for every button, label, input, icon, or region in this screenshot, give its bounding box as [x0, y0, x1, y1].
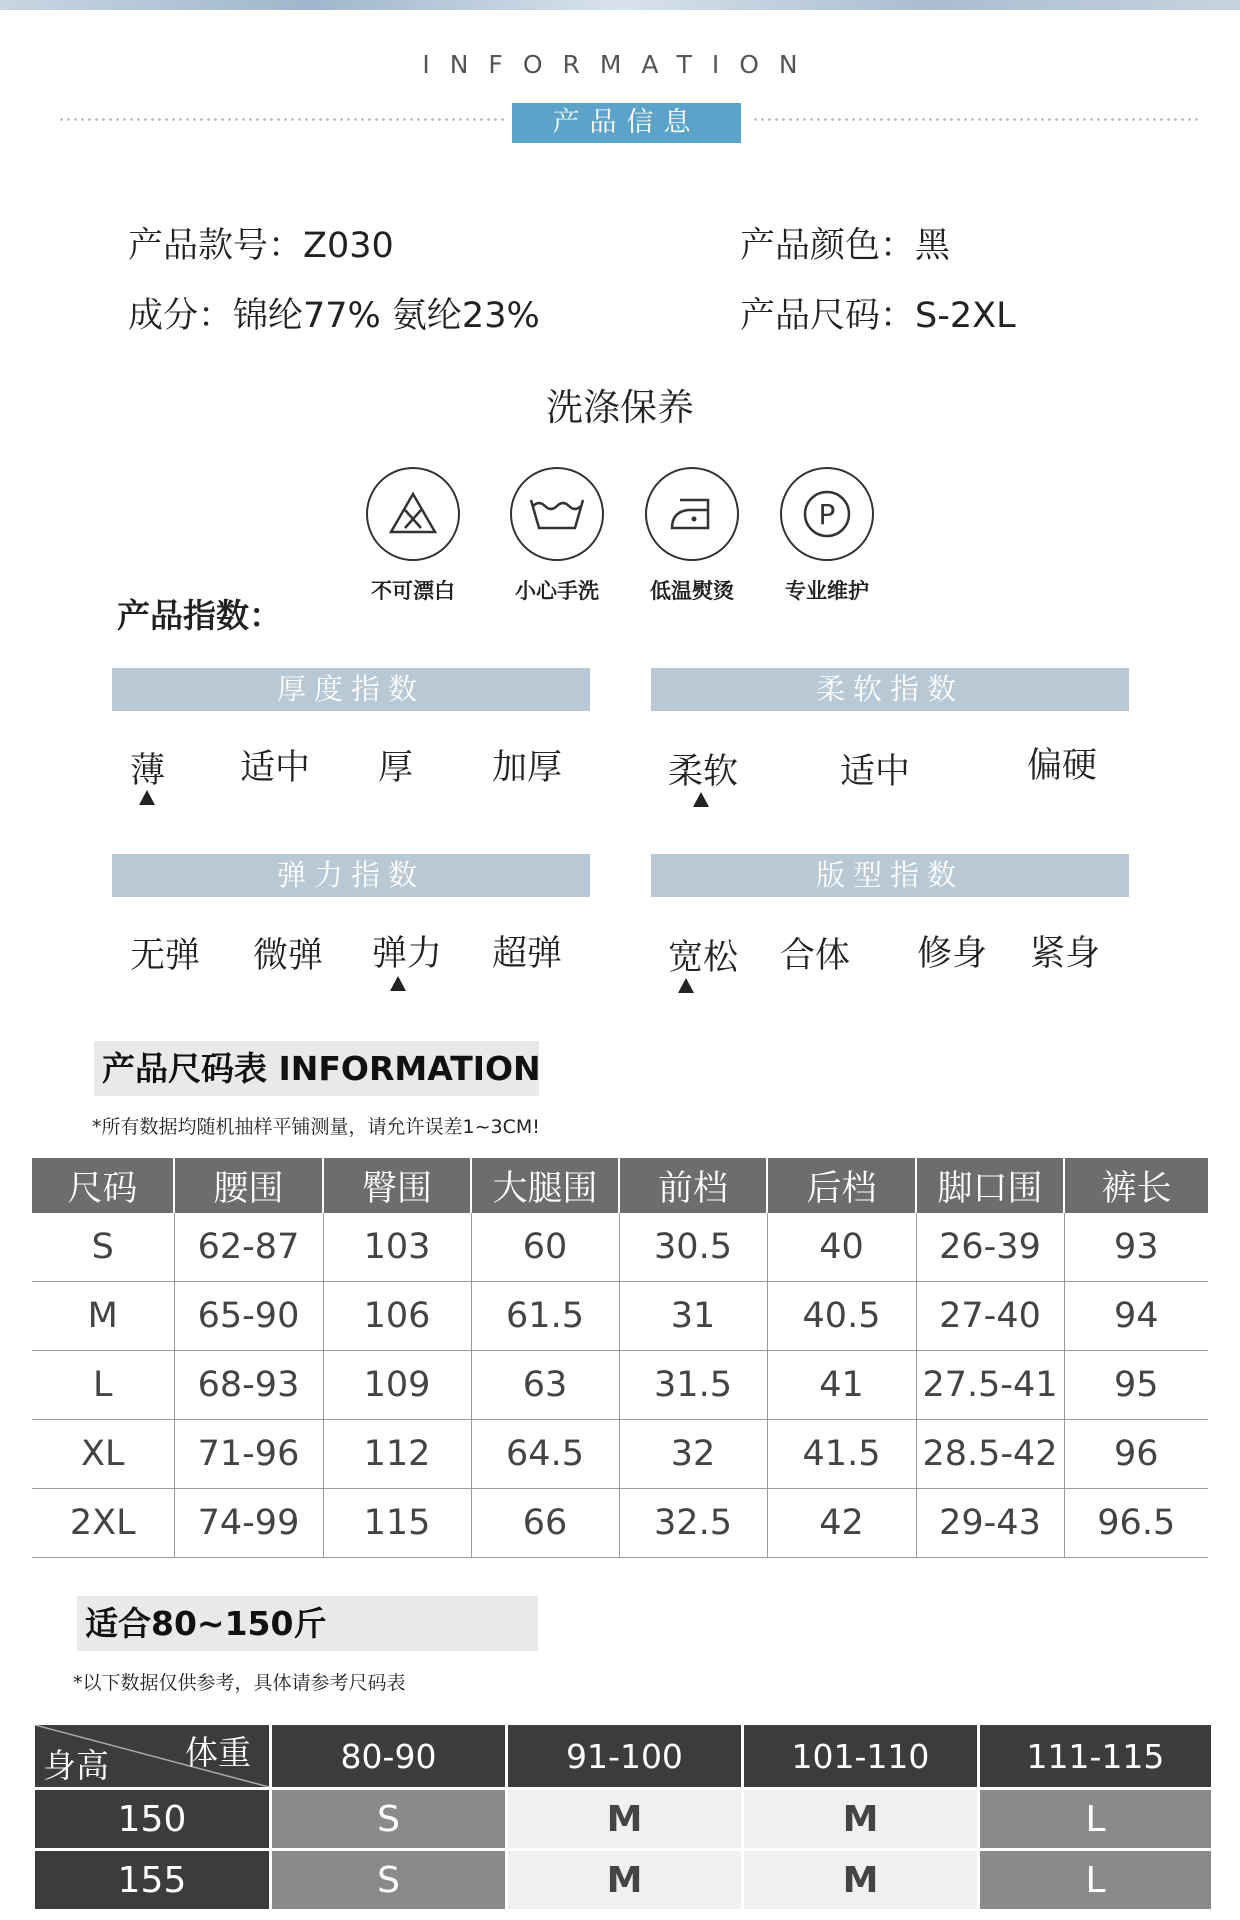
- table-cell: 71-96: [174, 1420, 323, 1489]
- weight-chart-title: 适合80~150斤: [77, 1596, 538, 1651]
- thickness-option: 厚: [378, 748, 414, 788]
- table-cell: 115: [323, 1489, 471, 1558]
- size-chart-title: 产品尺码表 INFORMATION: [94, 1041, 539, 1096]
- color-value: 黑: [915, 226, 951, 266]
- table-cell: 65-90: [174, 1282, 323, 1351]
- table-cell: 30.5: [619, 1213, 767, 1282]
- table-cell: 63: [471, 1351, 619, 1420]
- dotted-divider-right: [752, 115, 1202, 123]
- table-row: [32, 1351, 1208, 1420]
- care-item-hand-wash: [492, 467, 622, 605]
- care-item-low-iron: [627, 467, 757, 605]
- selected-marker-icon: [678, 978, 694, 993]
- thickness-index-bar: 厚度指数: [112, 668, 590, 711]
- model-value: Z030: [303, 226, 394, 266]
- selected-marker-icon: [139, 790, 155, 805]
- selected-marker-icon: [693, 792, 709, 807]
- section-title-en: INFORMATION: [422, 50, 818, 79]
- material-value: 锦纶77% 氨纶23%: [233, 296, 540, 336]
- column-header: 脚口围: [916, 1158, 1064, 1213]
- table-cell: 42: [767, 1489, 916, 1558]
- table-cell: 64.5: [471, 1420, 619, 1489]
- fit-index-bar: 版型指数: [651, 854, 1129, 897]
- size-cell: M: [508, 1851, 741, 1909]
- size-cell: M: [744, 1790, 977, 1848]
- table-cell: 27.5-41: [916, 1351, 1064, 1420]
- section-title-cn: 产品信息: [512, 103, 741, 143]
- elasticity-option: 弹力: [372, 934, 443, 974]
- size-cell: L: [980, 1790, 1211, 1848]
- table-cell: 40.5: [767, 1282, 916, 1351]
- height-axis-label: 身高: [43, 1746, 109, 1785]
- care-caption: 低温熨烫: [650, 579, 734, 603]
- size-cell: S: [272, 1790, 505, 1848]
- thickness-option: 加厚: [492, 748, 563, 788]
- table-cell: 112: [323, 1420, 471, 1489]
- height-cell: 155: [35, 1851, 269, 1909]
- svg-text:P: P: [818, 498, 836, 531]
- no-bleach-icon: [366, 467, 460, 561]
- table-cell: 74-99: [174, 1489, 323, 1558]
- table-cell: 95: [1064, 1351, 1208, 1420]
- weight-axis-label: 体重: [185, 1733, 251, 1772]
- model-info: [128, 218, 394, 268]
- table-row: [35, 1790, 1211, 1848]
- column-header: 腰围: [174, 1158, 323, 1213]
- height-cell: 150: [35, 1790, 269, 1848]
- softness-option: 适中: [840, 752, 911, 792]
- table-cell: 109: [323, 1351, 471, 1420]
- table-header-row: [32, 1158, 1208, 1213]
- table-cell: 32.5: [619, 1489, 767, 1558]
- column-header: 80-90: [272, 1725, 505, 1787]
- table-cell: 94: [1064, 1282, 1208, 1351]
- column-header: 大腿围: [471, 1158, 619, 1213]
- column-header: 91-100: [508, 1725, 741, 1787]
- care-caption: 不可漂白: [371, 579, 455, 603]
- table-row: [32, 1213, 1208, 1282]
- elasticity-option: 无弹: [130, 936, 201, 976]
- care-title: 洗涤保养: [546, 386, 694, 429]
- size-range-label: 产品尺码：: [740, 296, 916, 336]
- size-range-info: [740, 288, 1016, 338]
- table-cell: 41: [767, 1351, 916, 1420]
- softness-option: 柔软: [668, 752, 739, 792]
- material-info: [128, 288, 540, 338]
- table-cell: 68-93: [174, 1351, 323, 1420]
- care-item-professional: [762, 467, 892, 605]
- fit-option: 宽松: [668, 938, 739, 978]
- care-item-no-bleach: [348, 467, 478, 605]
- table-cell: 31: [619, 1282, 767, 1351]
- table-cell: 41.5: [767, 1420, 916, 1489]
- table-cell: 31.5: [619, 1351, 767, 1420]
- softness-option: 偏硬: [1027, 746, 1098, 786]
- size-chart-table: [32, 1158, 1208, 1558]
- color-info: [740, 218, 950, 268]
- fit-option: 修身: [917, 934, 988, 974]
- table-cell: 60: [471, 1213, 619, 1282]
- professional-care-icon: [780, 467, 874, 561]
- hand-wash-icon: [510, 467, 604, 561]
- table-cell: 27-40: [916, 1282, 1064, 1351]
- elasticity-option: 超弹: [492, 934, 563, 974]
- softness-index-bar: 柔软指数: [651, 668, 1129, 711]
- table-cell: 32: [619, 1420, 767, 1489]
- table-cell: 28.5-42: [916, 1420, 1064, 1489]
- column-header: 101-110: [744, 1725, 977, 1787]
- material-label: 成分：: [128, 296, 234, 336]
- index-section-label: 产品指数：: [117, 596, 282, 635]
- elasticity-option: 微弹: [253, 936, 324, 976]
- table-cell: 61.5: [471, 1282, 619, 1351]
- table-cell: 62-87: [174, 1213, 323, 1282]
- elasticity-index-bar: 弹力指数: [112, 854, 590, 897]
- model-label: 产品款号：: [128, 226, 304, 266]
- corner-header: [35, 1725, 269, 1787]
- table-cell: 26-39: [916, 1213, 1064, 1282]
- top-banner-strip: [0, 0, 1240, 10]
- table-cell: 96.5: [1064, 1489, 1208, 1558]
- table-row: [32, 1282, 1208, 1351]
- care-caption: 小心手洗: [515, 579, 599, 603]
- weight-chart-note: *以下数据仅供参考，具体请参考尺码表: [73, 1672, 406, 1694]
- table-cell: 103: [323, 1213, 471, 1282]
- size-cell: M: [744, 1851, 977, 1909]
- weight-height-table: [32, 1722, 1214, 1912]
- table-cell: 96: [1064, 1420, 1208, 1489]
- column-header: 后档: [767, 1158, 916, 1213]
- column-header: 尺码: [32, 1158, 174, 1213]
- column-header: 臀围: [323, 1158, 471, 1213]
- table-cell: 66: [471, 1489, 619, 1558]
- table-cell: 93: [1064, 1213, 1208, 1282]
- table-row: [32, 1489, 1208, 1558]
- fit-option: 合体: [780, 936, 851, 976]
- size-cell: L: [980, 1851, 1211, 1909]
- column-header: 前档: [619, 1158, 767, 1213]
- selected-marker-icon: [390, 976, 406, 991]
- color-label: 产品颜色：: [740, 226, 916, 266]
- thickness-option: 薄: [130, 751, 166, 791]
- table-header-row: [35, 1725, 1211, 1787]
- table-cell: M: [32, 1282, 174, 1351]
- column-header: 裤长: [1064, 1158, 1208, 1213]
- table-cell: 29-43: [916, 1489, 1064, 1558]
- table-row: [35, 1851, 1211, 1909]
- fit-option: 紧身: [1030, 934, 1101, 974]
- care-caption: 专业维护: [785, 579, 869, 603]
- table-cell: 106: [323, 1282, 471, 1351]
- table-cell: 2XL: [32, 1489, 174, 1558]
- table-cell: 40: [767, 1213, 916, 1282]
- dotted-divider-left: [58, 115, 508, 123]
- table-cell: L: [32, 1351, 174, 1420]
- table-cell: S: [32, 1213, 174, 1282]
- size-cell: M: [508, 1790, 741, 1848]
- column-header: 111-115: [980, 1725, 1211, 1787]
- low-iron-icon: [645, 467, 739, 561]
- table-row: [32, 1420, 1208, 1489]
- size-chart-note: *所有数据均随机抽样平铺测量，请允许误差1~3CM!: [92, 1116, 540, 1138]
- size-cell: S: [272, 1851, 505, 1909]
- thickness-option: 适中: [240, 748, 311, 788]
- table-cell: XL: [32, 1420, 174, 1489]
- size-range-value: S-2XL: [915, 296, 1016, 336]
